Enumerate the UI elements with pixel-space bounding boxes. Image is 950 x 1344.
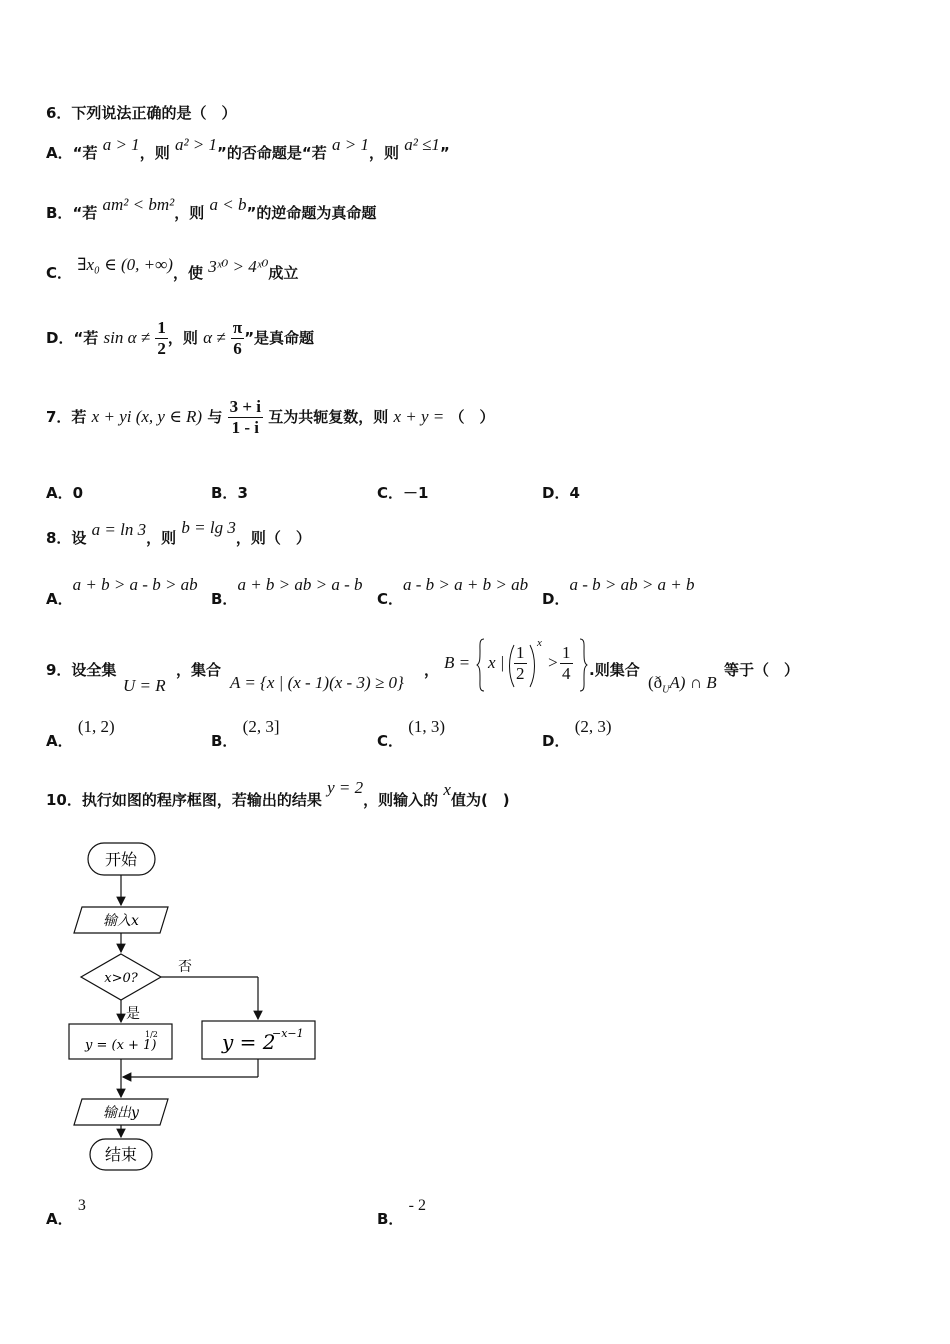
flow-left-process: [69, 1024, 172, 1059]
fraction-one-half: $\frac{1}{2}$: [157, 318, 166, 358]
svg-text:输入x: 输入x: [103, 913, 139, 929]
q6-option-b: B．“若 am² < bm²，则 a < b”的逆命题为真命题: [46, 195, 377, 222]
flow-output: [74, 1099, 168, 1125]
q9-complement-expr: $(ð_UA)$ ∩ B: [648, 673, 717, 696]
flow-right-process: [202, 1021, 315, 1059]
flow-end: [90, 1139, 152, 1170]
fraction-one-quarter: $\frac{1}{4}$: [562, 643, 571, 683]
q10-stem: 10．执行如图的程序框图，若输出的结果 y = 2，则输入的 x值为( ): [46, 778, 510, 809]
fraction-one-half-base: $\frac{1}{2}$: [516, 643, 525, 683]
q6-stem: 6．下列说法正确的是（ ）: [46, 104, 237, 122]
q8-option-c: C．a - b > a + b > ab: [377, 575, 529, 608]
q9-universal-set: U = R: [123, 676, 166, 695]
svg-text:输出y: 输出y: [103, 1105, 139, 1121]
q8-option-b: B．a + b > ab > a - b: [211, 575, 363, 608]
exam-page: 6．下列说法正确的是（ ） A．“若 a > 1，则 a² > 1”的否命题是“若 a > 1，则 a² ≤1” B．“若 am² < bm²，则 a < b”的逆命题为真命题 C． ∃x₀ ∈ (0, +∞)，使 3ˣ⁰ > 4ˣ⁰成立 D．“若 sin α ≠ $\frac{1}{2}$ ，则 α ≠ $\frac{\pi}{6}$ ”是真命题 7．若 x + yi (x, y ∈ R) 与 $\frac{3 + i}{1 - i}$ 互为共轭复数，则 x + y = （ ） A．0 B．3 C．－1 D．4 8．设 a = ln 3，则 b = lg 3，则（ ） A．a + b > a - b > ab B．a + b > ab > a - b C．a - b > a + b > ab D．a - b > ab > a + b 9．设全集 U = R ，集合 A = {x | (x - 1)(x - 3) ≥ 0} ， B = x | $\frac{1}{2}$ x > $\frac{1}{4}$ .则集合 $(ð_UA)$ ∩ B 等于（ ） A． (1, 2) B． (2, 3] C． (1, 3) D． (2, 3) 10．执行如图的程序框图，若输出的结果 y = 2，则输入的 x值为( ) 开始 输入x x>0? 否 是 y = (x + 1) 1/2 y = 2 −x−1 输出y 结束 A． 3 B． - 2: [46, 104, 800, 1228]
q9-stem-part3: .则集合: [589, 661, 640, 679]
svg-text:开始: 开始: [104, 850, 138, 869]
q10-option-b: B． - 2: [377, 1197, 426, 1228]
left-brace-icon: [476, 637, 486, 693]
flow-yes-label: 是: [126, 1006, 140, 1022]
q8-option-a: A．a + b > a - b > ab: [46, 575, 198, 608]
fraction-pi-over-six: $\frac{\pi}{6}$: [232, 318, 243, 358]
flow-no-label: 否: [178, 959, 192, 975]
q9-set-a: A = {x | (x - 1)(x - 3) ≥ 0}: [230, 673, 404, 692]
exponent-x: x: [537, 637, 542, 649]
q8-option-d: D．a - b > ab > a + b: [542, 575, 695, 608]
right-brace-icon: [578, 637, 588, 693]
q9-option-a: A． (1, 2): [46, 717, 115, 750]
q9-comma: ，: [424, 661, 440, 679]
q9-option-c: C． (1, 3): [377, 717, 446, 750]
q6-option-a: A．“若 a > 1，则 a² > 1”的否命题是“若 a > 1，则 a² ≤1”: [46, 135, 450, 162]
q7-option-d: D．4: [542, 484, 580, 502]
q10-option-a: A． 3: [46, 1197, 86, 1228]
q7-option-a: A．0: [46, 484, 84, 502]
q9-option-b: B． (2, 3]: [211, 717, 280, 750]
q9-stem-part1: 9．设全集: [46, 661, 117, 679]
flowchart: [60, 835, 330, 1180]
flow-start: [88, 843, 155, 875]
svg-text:−x−1: −x−1: [272, 1027, 304, 1040]
q6-option-d: D．“若 sin α ≠ $\frac{1}{2}$ ，则 α ≠ $\frac{\pi}{6}$ ”是真命题: [46, 318, 315, 358]
q6-option-c: C． ∃x₀ ∈ (0, +∞)，使 3ˣ⁰ > 4ˣ⁰成立: [46, 255, 299, 282]
svg-text:结束: 结束: [104, 1145, 138, 1164]
q9-option-d: D． (2, 3): [542, 717, 612, 750]
right-paren-icon: [528, 643, 536, 689]
fraction-conjugate: $\frac{3 + i}{1 - i}$: [229, 397, 261, 437]
flow-condition: [81, 954, 161, 1000]
svg-text:y = 2: y = 2: [222, 1030, 276, 1054]
flow-input: [74, 907, 168, 933]
q7-option-b: B．3: [211, 484, 248, 502]
q9-stem-part4: 等于（ ）: [724, 661, 800, 679]
q7-option-c: C．－1: [377, 484, 429, 502]
q8-stem: 8．设 a = ln 3，则 b = lg 3，则（ ）: [46, 518, 311, 547]
svg-text:x>0?: x>0?: [104, 971, 138, 986]
q9-stem-part2: ，集合: [176, 661, 222, 679]
svg-text:1/2: 1/2: [145, 1030, 158, 1039]
q7-stem: 7．若 x + yi (x, y ∈ R) 与 $\frac{3 + i}{1 - i}$ 互为共轭复数，则 x + y = （ ）: [46, 397, 495, 437]
svg-text:y = (x + 1): y = (x + 1): [85, 1038, 157, 1053]
